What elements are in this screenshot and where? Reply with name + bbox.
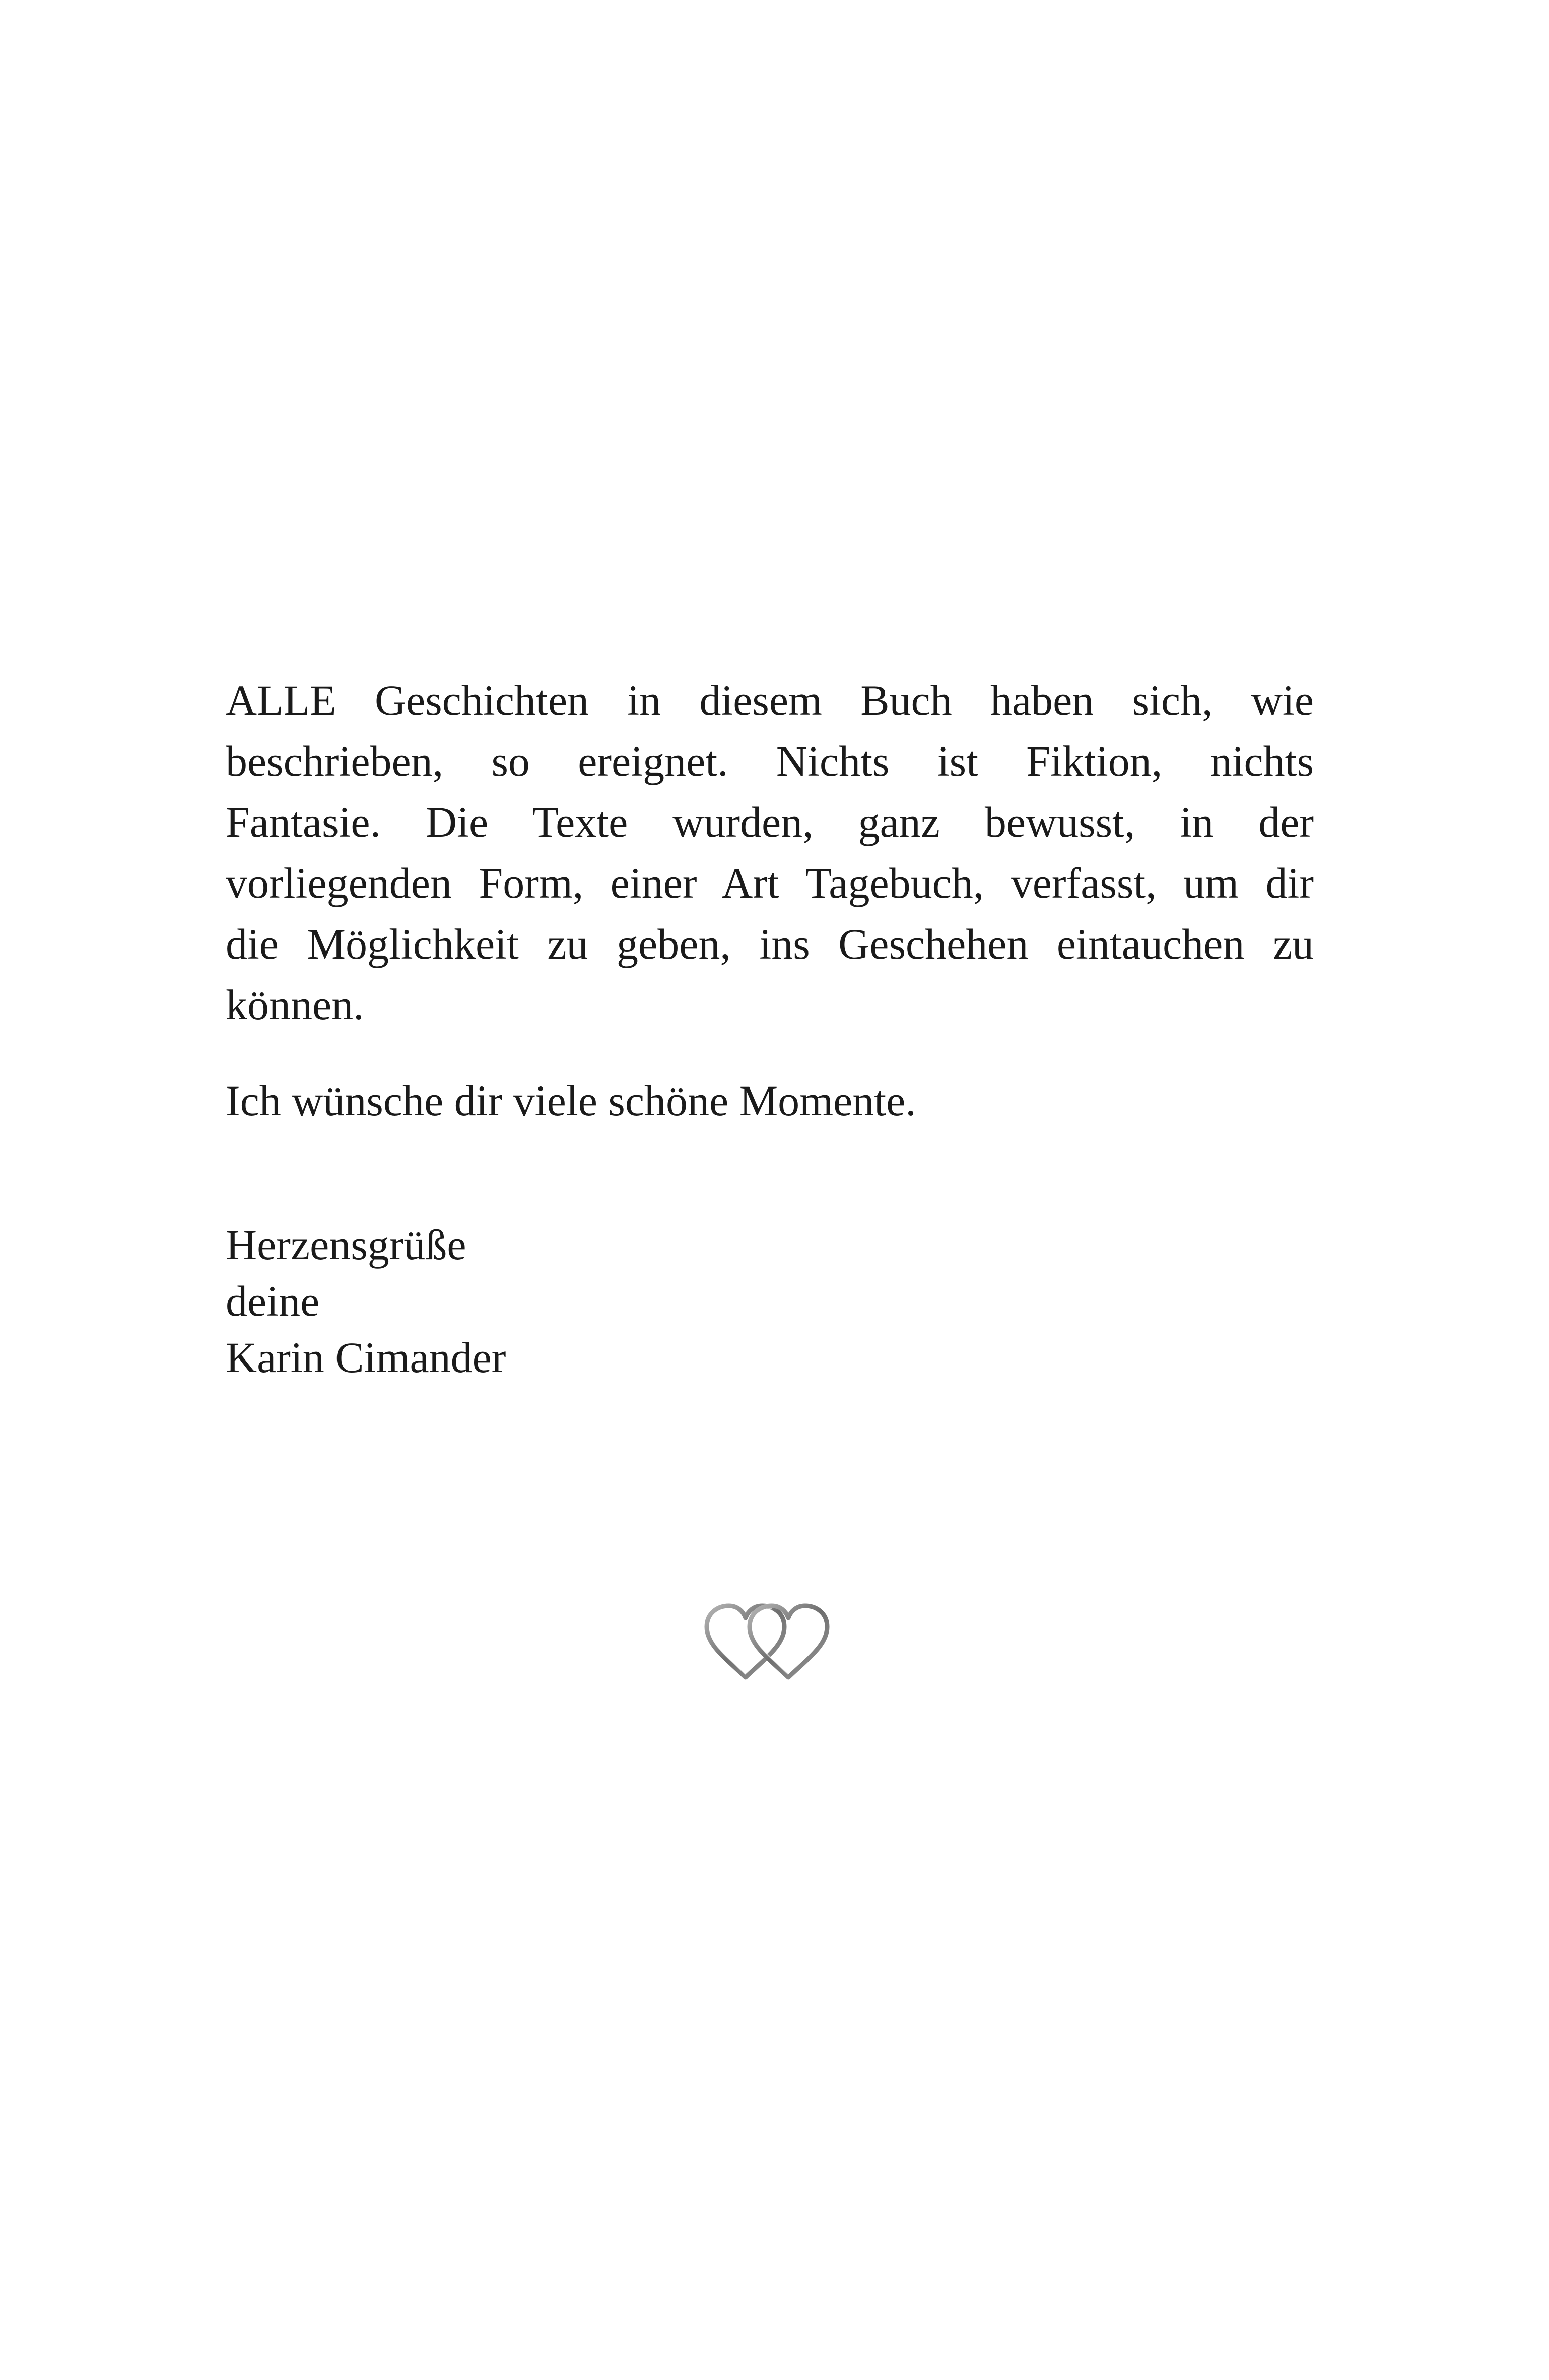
interlocked-hearts-icon <box>703 1602 834 1682</box>
intro-line: können. <box>226 981 364 1029</box>
signature-author: Karin Cimander <box>226 1333 506 1382</box>
intro-line: ALLE Geschichten in diesem Buch haben sich, wie <box>226 676 1314 724</box>
intro-line: beschrieben, so ereignet. Nichts ist Fiktion, nichts <box>226 737 1314 785</box>
wish-sentence: Ich wünsche dir viele schöne Momente. <box>226 1076 916 1125</box>
signature-block <box>226 1216 506 1386</box>
intro-line: Fantasie. Die Texte wurden, ganz bewusst, in der <box>226 798 1314 846</box>
signature-closing: deine <box>226 1277 320 1325</box>
intro-paragraph <box>226 670 1314 1036</box>
intro-line: die Möglichkeit zu geben, ins Geschehen eintauchen zu <box>226 920 1314 968</box>
intro-line: vorliegenden Form, einer Art Tagebuch, verfasst, um dir <box>226 859 1314 907</box>
left-heart-shape <box>707 1606 784 1677</box>
signature-greeting: Herzensgrüße <box>226 1220 466 1269</box>
page-text-block <box>226 670 1314 1382</box>
right-heart-shape <box>750 1606 827 1677</box>
